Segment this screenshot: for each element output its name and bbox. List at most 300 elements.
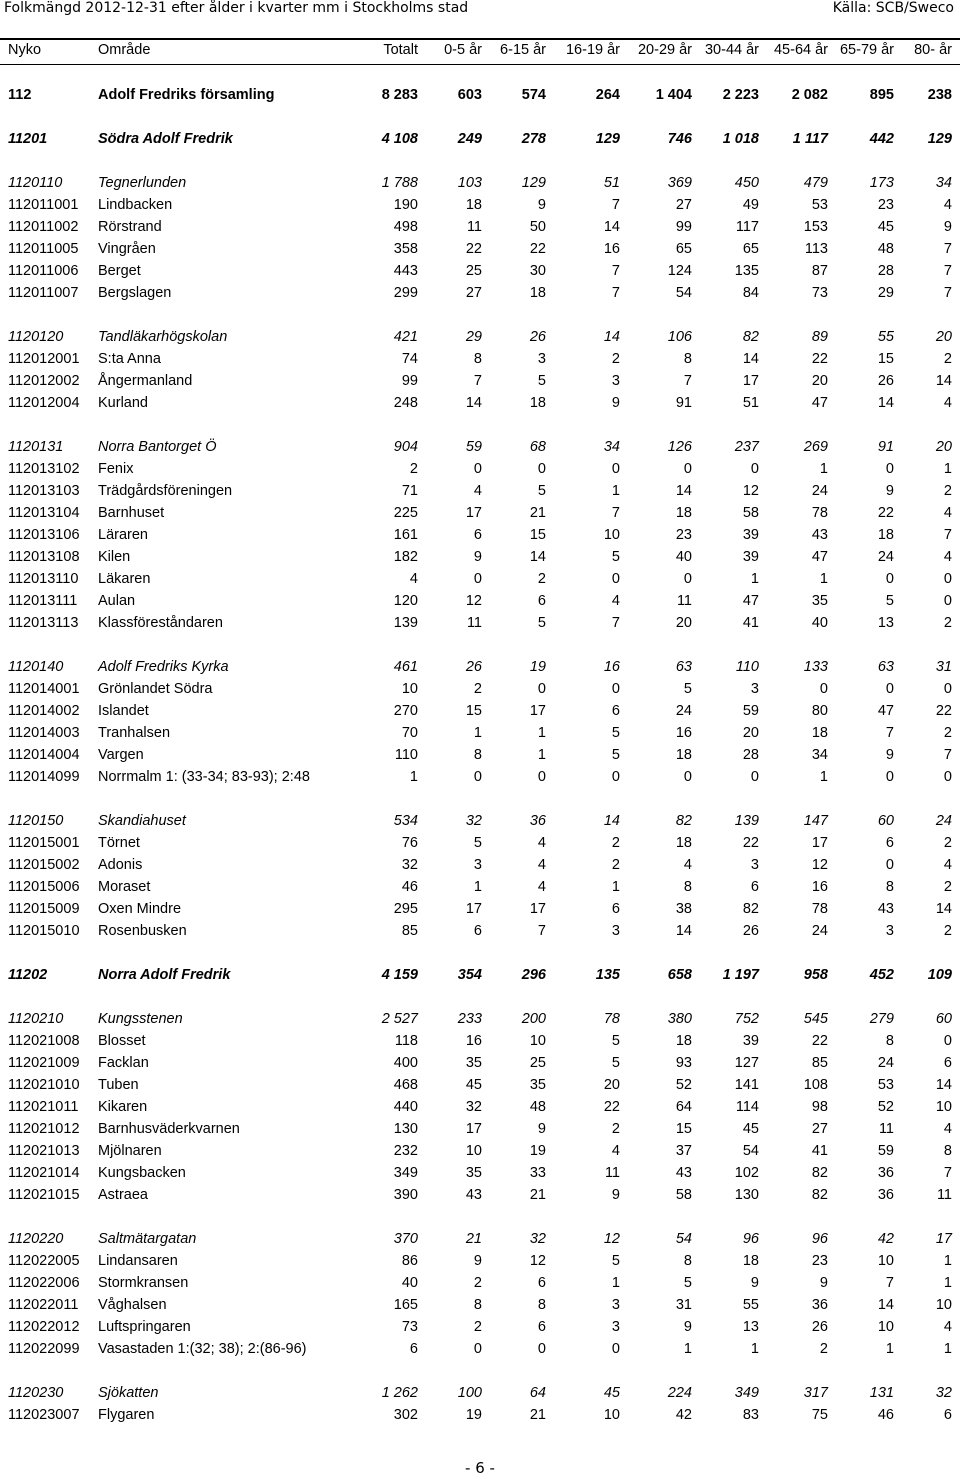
age-80-plus-cell: 109 <box>927 967 952 983</box>
total-cell: 70 <box>401 725 418 741</box>
total-cell: 1 788 <box>381 175 418 191</box>
age-45-64-cell: 1 <box>819 571 828 587</box>
age-0-5-cell: 27 <box>465 285 482 301</box>
age-16-19-cell: 0 <box>611 681 620 697</box>
age-30-44-cell: 58 <box>742 505 759 521</box>
area-cell: Kikaren <box>98 1099 148 1115</box>
total-cell: 400 <box>393 1055 418 1071</box>
age-20-29-cell: 8 <box>683 879 692 895</box>
age-65-79-cell: 52 <box>877 1099 894 1115</box>
column-header-age-80-plus: 80- år <box>914 42 952 58</box>
age-45-64-cell: 34 <box>811 747 828 763</box>
age-20-29-cell: 23 <box>675 527 692 543</box>
age-16-19-cell: 34 <box>603 439 620 455</box>
total-cell: 299 <box>393 285 418 301</box>
age-80-plus-cell: 60 <box>935 1011 952 1027</box>
age-30-44-cell: 139 <box>734 813 759 829</box>
age-6-15-cell: 18 <box>529 285 546 301</box>
nyko-cell: 112013110 <box>8 571 79 587</box>
age-80-plus-cell: 4 <box>943 1121 952 1137</box>
age-80-plus-cell: 0 <box>943 593 952 609</box>
age-80-plus-cell: 1 <box>943 1341 952 1357</box>
area-cell: Tegnerlunden <box>98 175 187 191</box>
age-65-79-cell: 1 <box>885 1341 894 1357</box>
age-6-15-cell: 6 <box>537 593 546 609</box>
age-80-plus-cell: 2 <box>943 483 952 499</box>
age-30-44-cell: 22 <box>742 835 759 851</box>
age-80-plus-cell: 10 <box>935 1099 952 1115</box>
age-20-29-cell: 8 <box>683 351 692 367</box>
age-80-plus-cell: 34 <box>935 175 952 191</box>
age-80-plus-cell: 2 <box>943 725 952 741</box>
age-45-64-cell: 9 <box>819 1275 828 1291</box>
age-6-15-cell: 21 <box>529 505 546 521</box>
age-80-plus-cell: 10 <box>935 1297 952 1313</box>
nyko-cell: 112014099 <box>8 769 80 785</box>
age-80-plus-cell: 238 <box>927 87 952 103</box>
age-0-5-cell: 6 <box>473 527 482 543</box>
age-65-79-cell: 0 <box>885 571 894 587</box>
age-0-5-cell: 0 <box>473 769 482 785</box>
area-cell: Fenix <box>98 461 134 477</box>
age-6-15-cell: 36 <box>529 813 546 829</box>
age-6-15-cell: 8 <box>537 1297 546 1313</box>
age-45-64-cell: 2 <box>819 1341 828 1357</box>
total-cell: 40 <box>401 1275 418 1291</box>
nyko-cell: 112021009 <box>8 1055 80 1071</box>
age-6-15-cell: 68 <box>529 439 546 455</box>
age-20-29-cell: 43 <box>675 1165 692 1181</box>
age-30-44-cell: 127 <box>734 1055 759 1071</box>
age-20-29-cell: 18 <box>675 505 692 521</box>
age-80-plus-cell: 2 <box>943 615 952 631</box>
total-cell: 8 283 <box>381 87 418 103</box>
area-cell: Saltmätargatan <box>98 1231 197 1247</box>
nyko-cell: 112021013 <box>8 1143 80 1159</box>
total-cell: 120 <box>393 593 418 609</box>
table-row <box>0 370 960 392</box>
age-20-29-cell: 42 <box>675 1407 692 1423</box>
table-row <box>0 436 960 458</box>
total-cell: 161 <box>393 527 418 543</box>
total-cell: 4 <box>409 571 418 587</box>
total-cell: 110 <box>394 747 418 763</box>
age-30-44-cell: 51 <box>742 395 759 411</box>
age-0-5-cell: 17 <box>465 901 482 917</box>
age-16-19-cell: 2 <box>611 351 620 367</box>
age-80-plus-cell: 24 <box>935 813 952 829</box>
age-45-64-cell: 153 <box>803 219 828 235</box>
nyko-cell: 112022099 <box>8 1341 80 1357</box>
age-20-29-cell: 126 <box>667 439 692 455</box>
age-30-44-cell: 82 <box>742 901 759 917</box>
age-0-5-cell: 3 <box>473 857 482 873</box>
age-20-29-cell: 20 <box>675 615 692 631</box>
age-30-44-cell: 349 <box>734 1385 759 1401</box>
table-header <box>0 40 960 64</box>
age-80-plus-cell: 4 <box>943 857 952 873</box>
table-row <box>0 1162 960 1184</box>
age-20-29-cell: 52 <box>675 1077 692 1093</box>
age-65-79-cell: 55 <box>877 329 894 345</box>
nyko-cell: 112013111 <box>8 593 78 609</box>
table-row <box>0 502 960 524</box>
age-6-15-cell: 6 <box>537 1275 546 1291</box>
area-cell: Luftspringaren <box>98 1319 191 1335</box>
age-45-64-cell: 23 <box>811 1253 828 1269</box>
age-0-5-cell: 17 <box>465 1121 482 1137</box>
area-cell: Sjökatten <box>98 1385 159 1401</box>
age-65-79-cell: 11 <box>878 1121 894 1137</box>
nyko-cell: 112011002 <box>8 219 79 235</box>
age-65-79-cell: 452 <box>869 967 894 983</box>
age-80-plus-cell: 2 <box>943 923 952 939</box>
age-45-64-cell: 47 <box>811 549 828 565</box>
age-20-29-cell: 15 <box>675 1121 692 1137</box>
source-label: Källa: SCB/Sweco <box>832 0 954 16</box>
age-6-15-cell: 50 <box>529 219 546 235</box>
age-65-79-cell: 22 <box>877 505 894 521</box>
age-0-5-cell: 32 <box>465 813 482 829</box>
total-cell: 461 <box>393 659 418 675</box>
age-0-5-cell: 2 <box>473 681 482 697</box>
age-6-15-cell: 21 <box>529 1187 546 1203</box>
age-65-79-cell: 48 <box>877 241 894 257</box>
age-20-29-cell: 82 <box>675 813 692 829</box>
age-20-29-cell: 58 <box>675 1187 692 1203</box>
age-30-44-cell: 59 <box>742 703 759 719</box>
nyko-cell: 112011001 <box>8 197 79 213</box>
age-0-5-cell: 5 <box>473 835 482 851</box>
age-45-64-cell: 75 <box>811 1407 828 1423</box>
age-30-44-cell: 49 <box>742 197 759 213</box>
age-65-79-cell: 9 <box>885 747 894 763</box>
table-row <box>0 898 960 920</box>
age-0-5-cell: 8 <box>473 747 482 763</box>
age-16-19-cell: 14 <box>603 329 620 345</box>
age-65-79-cell: 47 <box>877 703 894 719</box>
total-cell: 182 <box>393 549 418 565</box>
age-16-19-cell: 6 <box>611 703 620 719</box>
age-20-29-cell: 24 <box>675 703 692 719</box>
age-80-plus-cell: 7 <box>943 263 952 279</box>
nyko-cell: 112013113 <box>8 615 79 631</box>
age-65-79-cell: 29 <box>877 285 894 301</box>
age-16-19-cell: 135 <box>595 967 620 983</box>
age-65-79-cell: 28 <box>877 263 894 279</box>
age-0-5-cell: 0 <box>473 571 482 587</box>
age-45-64-cell: 479 <box>803 175 828 191</box>
age-65-79-cell: 53 <box>877 1077 894 1093</box>
age-6-15-cell: 7 <box>537 923 546 939</box>
age-6-15-cell: 9 <box>537 197 546 213</box>
age-65-79-cell: 15 <box>877 351 894 367</box>
age-65-79-cell: 24 <box>877 549 894 565</box>
age-45-64-cell: 41 <box>811 1143 828 1159</box>
area-cell: Adolf Fredriks församling <box>98 87 275 103</box>
age-30-44-cell: 1 <box>750 571 759 587</box>
age-65-79-cell: 14 <box>877 1297 894 1313</box>
table-row <box>0 832 960 854</box>
age-20-29-cell: 37 <box>675 1143 692 1159</box>
age-65-79-cell: 8 <box>885 879 894 895</box>
age-16-19-cell: 2 <box>611 857 620 873</box>
age-16-19-cell: 45 <box>603 1385 620 1401</box>
age-30-44-cell: 45 <box>742 1121 759 1137</box>
nyko-cell: 112022012 <box>8 1319 80 1335</box>
age-45-64-cell: 545 <box>803 1011 828 1027</box>
age-6-15-cell: 15 <box>529 527 546 543</box>
age-80-plus-cell: 4 <box>943 1319 952 1335</box>
age-0-5-cell: 45 <box>465 1077 482 1093</box>
table-row <box>0 1052 960 1074</box>
age-65-79-cell: 45 <box>877 219 894 235</box>
age-20-29-cell: 91 <box>675 395 692 411</box>
age-16-19-cell: 16 <box>603 241 620 257</box>
total-cell: 99 <box>401 373 418 389</box>
area-cell: Läraren <box>98 527 148 543</box>
age-80-plus-cell: 2 <box>943 835 952 851</box>
age-16-19-cell: 11 <box>604 1165 620 1181</box>
age-6-15-cell: 1 <box>537 725 546 741</box>
age-30-44-cell: 110 <box>735 659 759 675</box>
age-6-15-cell: 4 <box>537 835 546 851</box>
age-30-44-cell: 26 <box>742 923 759 939</box>
age-65-79-cell: 60 <box>877 813 894 829</box>
age-20-29-cell: 1 <box>683 1341 692 1357</box>
age-80-plus-cell: 0 <box>943 571 952 587</box>
age-20-29-cell: 11 <box>676 593 692 609</box>
table-row <box>0 1184 960 1206</box>
area-cell: Islandet <box>98 703 149 719</box>
age-80-plus-cell: 1 <box>943 1253 952 1269</box>
age-6-15-cell: 19 <box>529 1143 546 1159</box>
age-20-29-cell: 4 <box>683 857 692 873</box>
age-0-5-cell: 4 <box>473 483 482 499</box>
nyko-cell: 1120131 <box>8 439 64 455</box>
total-cell: 498 <box>393 219 418 235</box>
area-cell: Flygaren <box>98 1407 155 1423</box>
age-6-15-cell: 4 <box>537 879 546 895</box>
age-65-79-cell: 10 <box>877 1319 894 1335</box>
age-6-15-cell: 21 <box>529 1407 546 1423</box>
age-65-79-cell: 18 <box>877 527 894 543</box>
area-cell: Stormkransen <box>98 1275 189 1291</box>
total-cell: 4 108 <box>381 131 418 147</box>
age-65-79-cell: 36 <box>877 1187 894 1203</box>
age-20-29-cell: 9 <box>683 1319 692 1335</box>
age-45-64-cell: 36 <box>811 1297 828 1313</box>
age-16-19-cell: 9 <box>611 1187 620 1203</box>
age-16-19-cell: 9 <box>611 395 620 411</box>
area-cell: Blosset <box>98 1033 146 1049</box>
table-row <box>0 1294 960 1316</box>
age-20-29-cell: 224 <box>667 1385 692 1401</box>
age-30-44-cell: 237 <box>734 439 759 455</box>
total-cell: 295 <box>393 901 418 917</box>
table-row <box>0 1338 960 1360</box>
nyko-cell: 112012002 <box>8 373 80 389</box>
age-45-64-cell: 108 <box>803 1077 828 1093</box>
age-16-19-cell: 7 <box>611 263 620 279</box>
age-30-44-cell: 1 018 <box>722 131 759 147</box>
age-20-29-cell: 18 <box>675 1033 692 1049</box>
age-0-5-cell: 8 <box>473 1297 482 1313</box>
total-cell: 421 <box>393 329 418 345</box>
total-cell: 349 <box>393 1165 418 1181</box>
age-30-44-cell: 141 <box>734 1077 759 1093</box>
age-0-5-cell: 354 <box>457 967 482 983</box>
age-6-15-cell: 0 <box>537 1341 546 1357</box>
age-16-19-cell: 3 <box>611 373 620 389</box>
age-16-19-cell: 0 <box>611 1341 620 1357</box>
area-cell: Lindansaren <box>98 1253 178 1269</box>
age-45-64-cell: 147 <box>803 813 828 829</box>
area-cell: S:ta Anna <box>98 351 161 367</box>
table-row <box>0 480 960 502</box>
area-cell: Ångermanland <box>98 373 193 389</box>
area-cell: Kungsbacken <box>98 1165 186 1181</box>
nyko-cell: 112014004 <box>8 747 80 763</box>
age-0-5-cell: 35 <box>465 1055 482 1071</box>
age-45-64-cell: 89 <box>811 329 828 345</box>
nyko-cell: 11201 <box>8 131 48 147</box>
table-row <box>0 854 960 876</box>
age-80-plus-cell: 4 <box>943 197 952 213</box>
page-number: - 6 - <box>465 1459 495 1477</box>
nyko-cell: 112011006 <box>8 263 79 279</box>
total-cell: 86 <box>401 1253 418 1269</box>
total-cell: 71 <box>401 483 418 499</box>
table-row <box>0 590 960 612</box>
total-cell: 76 <box>401 835 418 851</box>
age-20-29-cell: 38 <box>675 901 692 917</box>
age-20-29-cell: 5 <box>683 681 692 697</box>
table-row <box>0 568 960 590</box>
age-65-79-cell: 42 <box>877 1231 894 1247</box>
area-cell: Kilen <box>98 549 131 565</box>
age-30-44-cell: 84 <box>742 285 759 301</box>
area-cell: Facklan <box>98 1055 149 1071</box>
area-cell: Bergslagen <box>98 285 172 301</box>
age-45-64-cell: 98 <box>811 1099 828 1115</box>
age-6-15-cell: 14 <box>529 549 546 565</box>
age-0-5-cell: 2 <box>473 1319 482 1335</box>
age-6-15-cell: 64 <box>529 1385 546 1401</box>
table-row <box>0 282 960 304</box>
age-0-5-cell: 15 <box>465 703 482 719</box>
area-cell: Rörstrand <box>98 219 162 235</box>
area-cell: Astraea <box>98 1187 148 1203</box>
age-16-19-cell: 129 <box>595 131 620 147</box>
age-30-44-cell: 135 <box>734 263 759 279</box>
nyko-cell: 112021011 <box>8 1099 79 1115</box>
area-cell: Oxen Mindre <box>98 901 182 917</box>
table-row <box>0 1140 960 1162</box>
table-row <box>0 348 960 370</box>
area-cell: Tandläkarhögskolan <box>98 329 228 345</box>
age-30-44-cell: 3 <box>750 681 759 697</box>
age-16-19-cell: 7 <box>611 197 620 213</box>
table-row <box>0 546 960 568</box>
age-45-64-cell: 16 <box>811 879 828 895</box>
total-cell: 904 <box>393 439 418 455</box>
age-45-64-cell: 27 <box>811 1121 828 1137</box>
age-80-plus-cell: 0 <box>943 1033 952 1049</box>
nyko-cell: 112014001 <box>8 681 80 697</box>
nyko-cell: 112011005 <box>8 241 79 257</box>
age-45-64-cell: 2 082 <box>791 87 828 103</box>
column-header-omrade: Område <box>98 42 151 58</box>
nyko-cell: 112022011 <box>8 1297 79 1313</box>
age-6-15-cell: 25 <box>529 1055 546 1071</box>
age-45-64-cell: 12 <box>811 857 828 873</box>
age-0-5-cell: 103 <box>457 175 482 191</box>
table-row <box>0 920 960 942</box>
age-45-64-cell: 35 <box>811 593 828 609</box>
age-16-19-cell: 0 <box>611 769 620 785</box>
age-20-29-cell: 99 <box>675 219 692 235</box>
age-80-plus-cell: 6 <box>943 1407 952 1423</box>
age-80-plus-cell: 7 <box>943 1165 952 1181</box>
age-6-15-cell: 17 <box>529 901 546 917</box>
nyko-cell: 112 <box>8 87 32 103</box>
area-cell: Norrmalm 1: (33-34; 83-93); 2:48 <box>98 769 310 785</box>
total-cell: 165 <box>393 1297 418 1313</box>
age-45-64-cell: 53 <box>811 197 828 213</box>
age-45-64-cell: 958 <box>803 967 828 983</box>
area-cell: Kurland <box>98 395 148 411</box>
age-30-44-cell: 102 <box>734 1165 759 1181</box>
age-65-79-cell: 0 <box>885 461 894 477</box>
age-0-5-cell: 249 <box>457 131 482 147</box>
age-80-plus-cell: 4 <box>943 395 952 411</box>
age-30-44-cell: 130 <box>734 1187 759 1203</box>
age-80-plus-cell: 20 <box>935 329 952 345</box>
total-cell: 118 <box>394 1033 418 1049</box>
table-row <box>0 238 960 260</box>
age-65-79-cell: 26 <box>877 373 894 389</box>
total-cell: 468 <box>393 1077 418 1093</box>
age-45-64-cell: 78 <box>811 901 828 917</box>
age-6-15-cell: 12 <box>529 1253 546 1269</box>
age-65-79-cell: 46 <box>877 1407 894 1423</box>
page-header <box>0 0 960 22</box>
age-65-79-cell: 0 <box>885 857 894 873</box>
age-65-79-cell: 173 <box>869 175 894 191</box>
area-cell: Rosenbusken <box>98 923 187 939</box>
column-header-age-0-5: 0-5 år <box>444 42 482 58</box>
age-30-44-cell: 65 <box>742 241 759 257</box>
age-30-44-cell: 39 <box>742 527 759 543</box>
age-0-5-cell: 32 <box>465 1099 482 1115</box>
table-row <box>0 678 960 700</box>
nyko-cell: 112021014 <box>8 1165 80 1181</box>
age-65-79-cell: 10 <box>877 1253 894 1269</box>
age-45-64-cell: 17 <box>811 835 828 851</box>
age-45-64-cell: 269 <box>803 439 828 455</box>
table-row <box>0 1074 960 1096</box>
age-30-44-cell: 1 197 <box>722 967 759 983</box>
total-cell: 85 <box>401 923 418 939</box>
table-row <box>0 1382 960 1404</box>
age-6-15-cell: 0 <box>537 461 546 477</box>
area-cell: Moraset <box>98 879 151 895</box>
age-80-plus-cell: 129 <box>927 131 952 147</box>
age-6-15-cell: 0 <box>537 769 546 785</box>
age-45-64-cell: 80 <box>811 703 828 719</box>
table-row <box>0 216 960 238</box>
